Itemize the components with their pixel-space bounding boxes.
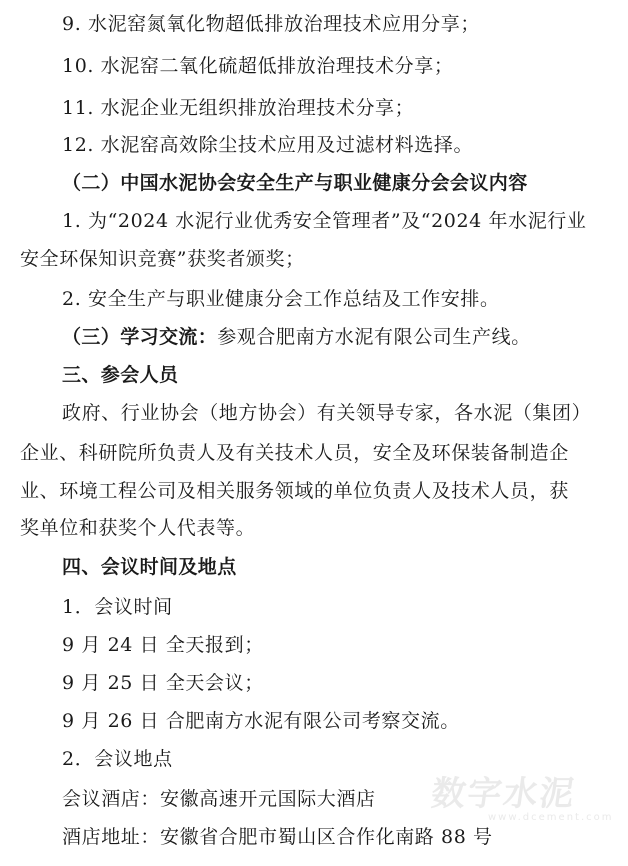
attendees-paragraph-line-2: 企业、科研院所负责人及有关技术人员，安全及环保装备制造企 bbox=[20, 442, 569, 464]
meeting-content-item-1-cont: 安全环保知识竞赛”获奖者颁奖； bbox=[20, 248, 305, 270]
study-exchange-text: 参观合肥南方水泥有限公司生产线。 bbox=[217, 326, 531, 348]
hotel-address: 酒店地址：安徽省合肥市蜀山区合作化南路 88 号 bbox=[62, 826, 493, 848]
agenda-item-12: 12. 水泥窑高效除尘技术应用及过滤材料选择。 bbox=[62, 134, 474, 156]
meeting-content-item-2: 2. 安全生产与职业健康分会工作总结及工作安排。 bbox=[62, 288, 500, 310]
agenda-item-10: 10. 水泥窑二氧化硫超低排放治理技术分享； bbox=[62, 55, 454, 77]
meeting-place-label: 2．会议地点 bbox=[62, 748, 173, 770]
section-heading-time-place: 四、会议时间及地点 bbox=[62, 556, 237, 578]
meeting-time-label: 1．会议时间 bbox=[62, 596, 173, 618]
attendees-paragraph-line-4: 奖单位和获奖个人代表等。 bbox=[20, 517, 256, 539]
agenda-item-9: 9. 水泥窑氮氧化物超低排放治理技术应用分享； bbox=[62, 13, 480, 35]
subsection-3-line bbox=[62, 324, 531, 350]
schedule-day-26: 9 月 26 日 合肥南方水泥有限公司考察交流。 bbox=[62, 710, 460, 732]
attendees-paragraph-line-1: 政府、行业协会（地方协会）有关领导专家，各水泥（集团） bbox=[62, 402, 592, 424]
watermark-url: www.dcement.com bbox=[488, 812, 614, 823]
subsection-heading-3: （三）学习交流： bbox=[62, 326, 218, 348]
subsection-heading-2: （二）中国水泥协会安全生产与职业健康分会会议内容 bbox=[62, 172, 528, 194]
schedule-day-24: 9 月 24 日 全天报到； bbox=[62, 634, 264, 656]
attendees-paragraph-line-3: 业、环境工程公司及相关服务领域的单位负责人及技术人员，获 bbox=[20, 480, 569, 502]
meeting-hotel: 会议酒店：安徽高速开元国际大酒店 bbox=[62, 788, 376, 810]
meeting-content-item-1: 1. 为“2024 水泥行业优秀安全管理者”及“2024 年水泥行业 bbox=[62, 210, 587, 232]
schedule-day-25: 9 月 25 日 全天会议； bbox=[62, 672, 264, 694]
watermark-logo: 数字水泥 bbox=[428, 774, 579, 814]
agenda-item-11: 11. 水泥企业无组织排放治理技术分享； bbox=[62, 97, 415, 119]
section-heading-attendees: 三、参会人员 bbox=[62, 364, 179, 386]
